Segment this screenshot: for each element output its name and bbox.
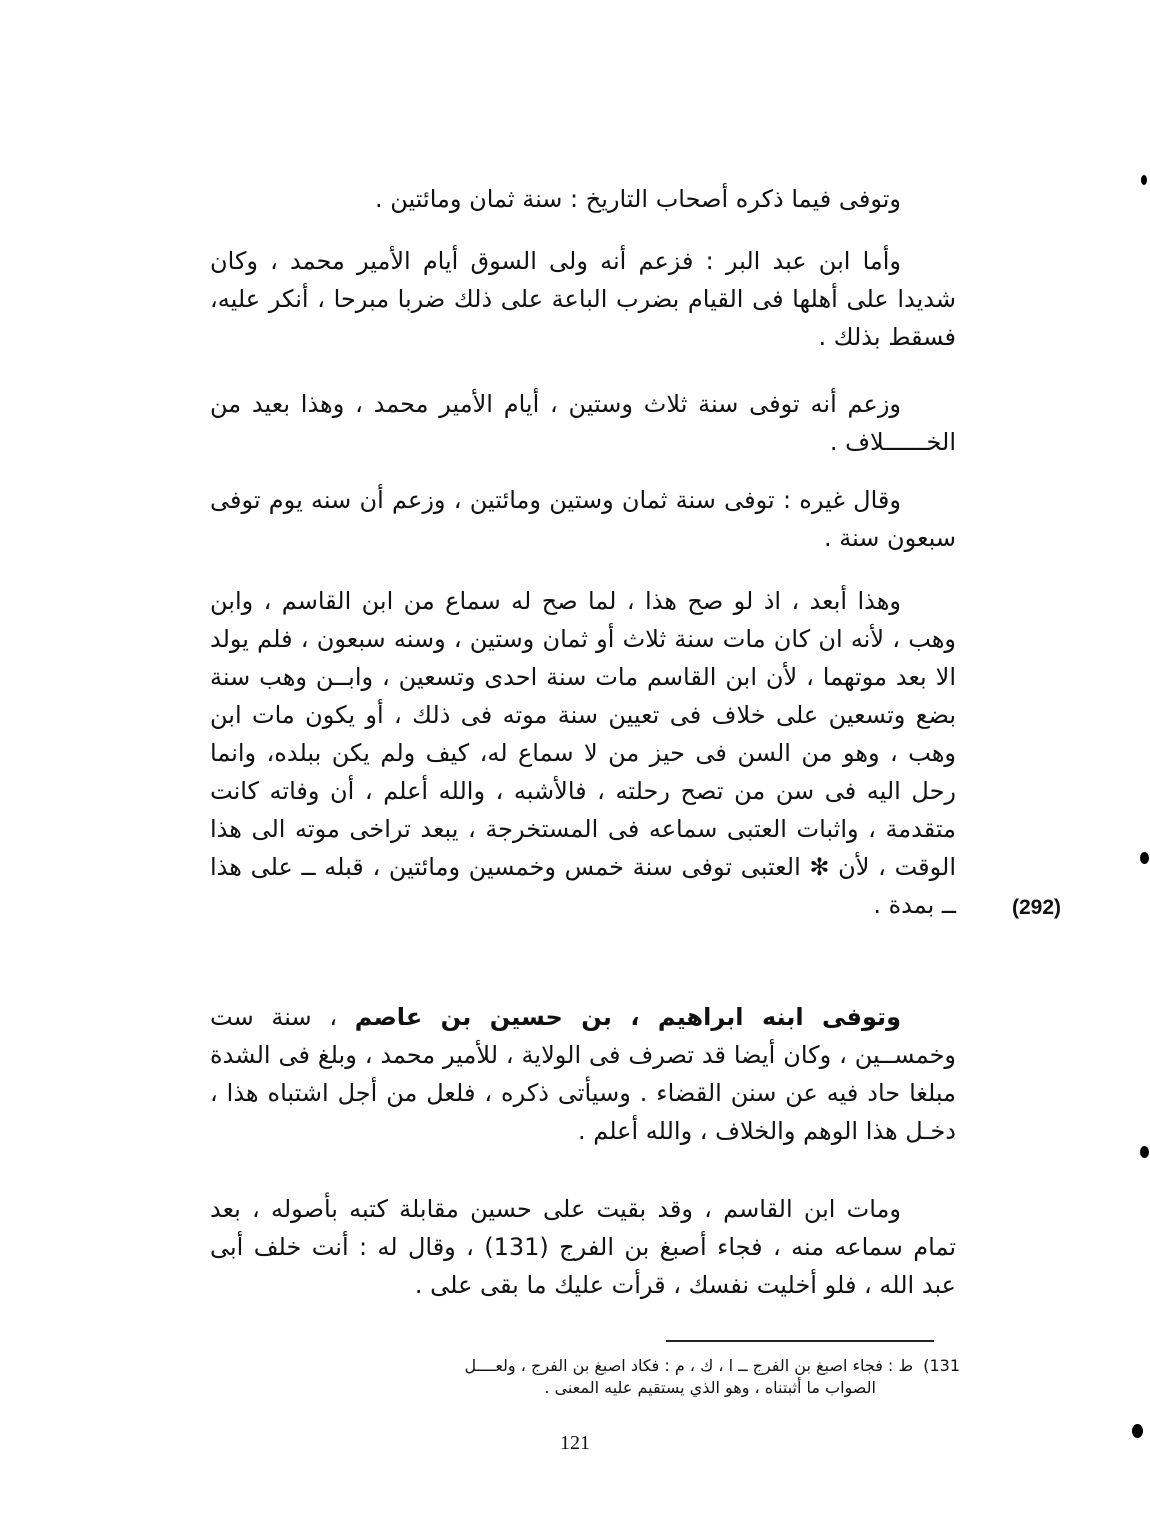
margin-page-reference: (292) xyxy=(1012,896,1062,919)
footnote-number: 131) xyxy=(923,1356,960,1375)
footnote-line-2: الصواب ما أثبتناه ، وهو الذي يستقيم عليه المعنى . xyxy=(544,1378,876,1397)
paragraph-4: وقال غيره : توفى سنة ثمان وستين ومائتين ، وزعم أن سنه يوم توفى سبعون سنة . xyxy=(210,486,956,552)
paragraph-1: وتوفى فيما ذكره أصحاب التاريخ : سنة ثمان ومائتين . xyxy=(375,185,901,213)
paragraph-7: ومات ابن القاسم ، وقد بقيت على حسين مقابلة كتبه بأصوله ، بعد تمام سماعه منه ، فجاء أصبغ بن الفرج (131) ، وقال له : أنت خلف أبى عبد الله ، فلو أخليت نفسك ، قرأت عليك ما بقى على . xyxy=(210,1195,956,1299)
scan-mark-dot xyxy=(1132,1424,1143,1438)
scan-mark-dot xyxy=(1140,852,1149,864)
footnote-line-1: ط : فجاء اصبغ بن الفرج ــ ا ، ك ، م : فكاد اصبغ بن الفرج ، ولعــــل xyxy=(464,1356,914,1375)
bold-name: وتوفى ابنه ابراهيم ، بن حسين بن عاصم xyxy=(354,1003,901,1031)
footnote-separator xyxy=(666,1340,934,1342)
footnote xyxy=(210,1355,960,1399)
paragraph-5: وهذا أبعد ، اذ لو صح هذا ، لما صح له سماع من ابن القاسم ، وابن وهب ، لأنه ان كان مات سنة ثلاث أو ثمان وستين ، وسنه سبعون ، فلم يولد الا بعد موتهما ، لأن ابن القاسم مات سنة احدى وتسعين ، وابــن وهب سنة بضع وتسعين على خلاف فى تعيين سنة موته فى ذلك ، أو يكون مات ابن وهب ، وهو من السن فى حيز من لا سماع له، كيف ولم يكن ببلده، وانما رحل اليه فى سن من تصح رحلته ، فالأشبه ، والله أعلم ، أن وفاته كانت متقدمة ، واثبات العتبى سماعه فى المستخرجة ، يبعد تراخى موته الى هذا الوقت ، لأن ✻ العتبى توفى سنة خمس وخمسين ومائتين ، قبله ــ على هذا ــ بمدة . xyxy=(210,587,956,919)
paragraph-6: وتوفى ابنه ابراهيم ، بن حسين بن عاصم ، سنة ست وخمســين ، وكان أيضا قد تصرف فى الولاية ، للأمير محمد ، وبلغ فى الشدة مبلغا حاد فيه عن سنن القضاء . وسيأتى ذكره ، فلعل من أجل اشتباه هذا ، دخـل هذا الوهم والخلاف ، والله أعلم . xyxy=(210,1003,956,1145)
paragraph-2: وأما ابن عبد البر : فزعم أنه ولى السوق أيام الأمير محمد ، وكان شديدا على أهلها فى القيام بضرب الباعة على ذلك ضربا مبرحا ، أنكر عليه، فسقط بذلك . xyxy=(210,247,956,351)
paragraph-3: وزعم أنه توفى سنة ثلاث وستين ، أيام الأمير محمد ، وهذا بعيد من الخــــــلاف . xyxy=(210,390,956,456)
scan-mark-dot xyxy=(1141,175,1147,185)
page-number: 121 xyxy=(560,1432,590,1454)
scan-mark-dot xyxy=(1140,1146,1149,1158)
